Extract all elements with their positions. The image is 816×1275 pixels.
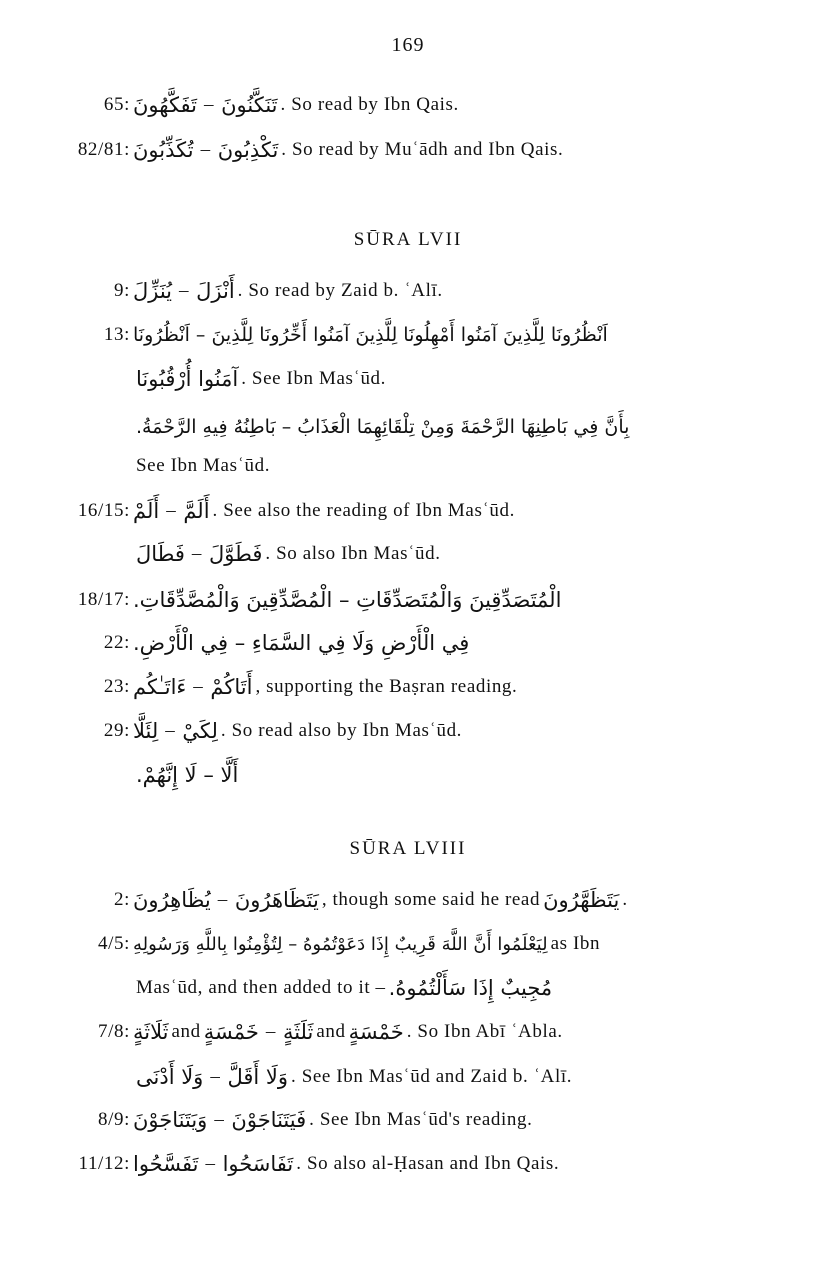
commentary: , though some said he read xyxy=(321,889,541,910)
arabic-text: تَفَكَّهُونَ xyxy=(133,93,198,117)
commentary: and xyxy=(316,1021,346,1042)
entry-58-7: 7/8: ثَلَاثَةٍ and خَمْسَةٍ – ثَلَثَةٍ and خَمْسَةٍ . So Ibn Abī ʿAbla. xyxy=(0,1015,563,1049)
arabic-text: فَيَتَنَاجَوْنَ xyxy=(231,1108,307,1132)
entry-58-4 xyxy=(0,927,600,961)
commentary: . So read by Ibn Qais. xyxy=(280,94,459,115)
arabic-text: تَنَكَّنُونَ xyxy=(221,93,278,117)
commentary: . So read by Muʿādh and Ibn Qais. xyxy=(281,139,564,160)
entry-57-23: 23: ءَاتَـٰكُم – أَتَاكُمْ , supporting the Baṣran reading. xyxy=(0,670,517,704)
commentary: See Ibn Masʿūd. xyxy=(136,455,271,476)
arabic-text: ثَلَثَةٍ xyxy=(282,1020,314,1044)
arabic-text: أَنْزَلَ xyxy=(196,279,235,303)
arabic-text: ءَاتَـٰكُم xyxy=(133,675,187,699)
entry-57-22 xyxy=(0,626,472,660)
arabic-text: أَلَّا – لَا إِنَّهُمْ. xyxy=(136,763,239,787)
arabic-text: فَطَوَّلَ xyxy=(209,542,263,566)
commentary: and xyxy=(171,1021,201,1042)
entry-57-13-line3 xyxy=(133,410,632,444)
arabic-text: تَكْذِبُونَ xyxy=(217,138,279,162)
entry-57-29: 29: لِئَلَّا – لِكَيْ . So read also by Ibn Masʿūd. xyxy=(0,714,462,748)
verse-number: 16/15: xyxy=(77,500,130,521)
arabic-text: لِكَيْ xyxy=(182,719,218,743)
arabic-text: خَمْسَةٍ xyxy=(203,1020,259,1044)
entry-58-8: 8/9: وَيَتَنَاجَوْنَ – فَيَتَنَاجَوْنَ . See Ibn Masʿūd's reading. xyxy=(0,1103,532,1137)
verse-number: 2: xyxy=(114,889,130,910)
arabic-text: أَلَمَّ xyxy=(183,499,210,523)
arabic-text: بِأَنَّ فِي بَاطِنِهَا الرَّحْمَةَ وَمِنْ تِلْقَائِهِمَا الْعَذَابُ – بَاطِنُهُ فِيهِ الرَّحْمَةُ. xyxy=(136,416,630,438)
entry-58-2: 2: يُظَاهِرُونَ – يَتَظَاهَرُونَ , though some said he read يَتَظَهَّرُونَ . xyxy=(0,883,628,917)
commentary: . So Ibn Abī ʿAbla. xyxy=(406,1021,563,1042)
entry-57-13-line2 xyxy=(133,362,386,396)
entry-58-4b xyxy=(136,971,555,1005)
arabic-text: تَفَاسَحُوا xyxy=(222,1152,294,1176)
entry-57-16b: فَطَالَ – فَطَوَّلَ . So also Ibn Masʿūd. xyxy=(136,542,441,566)
verse-number: 23: xyxy=(103,676,130,697)
arabic-text: خَمْسَةٍ xyxy=(348,1020,404,1044)
commentary: . See Ibn Masʿūd. xyxy=(241,368,386,389)
arabic-text: يُنَزِّلَ xyxy=(133,279,173,303)
entry-57-13 xyxy=(0,318,816,352)
page-number: 169 xyxy=(391,34,425,56)
entry-65: 65: تَفَكَّهُونَ – تَنَكَّنُونَ . So read by Ibn Qais. xyxy=(0,88,459,122)
verse-number: 29: xyxy=(103,720,130,741)
commentary: . See Ibn Masʿūd and Zaid b. ʿAlī. xyxy=(291,1066,573,1087)
entry-57-29b xyxy=(133,758,241,792)
arabic-text: يَتَظَهَّرُونَ xyxy=(543,888,620,912)
arabic-text: مُجِيبٌ إِذَا سَأَلْتُمُوهُ. xyxy=(388,976,553,1000)
arabic-text: تَفَسَّحُوا xyxy=(133,1152,199,1176)
commentary: . So also al-Ḥasan and Ibn Qais. xyxy=(296,1153,560,1174)
commentary: . So also Ibn Masʿūd. xyxy=(265,543,441,564)
commentary: . See also the reading of Ibn Masʿūd. xyxy=(212,500,515,521)
verse-number: 9: xyxy=(114,280,130,301)
arabic-text: وَيَتَنَاجَوْنَ xyxy=(133,1108,208,1132)
entry-58-7b: وَلَا أَدْنَى – وَلَا أَقَلَّ . See Ibn Masʿūd and Zaid b. ʿAlī. xyxy=(136,1065,573,1089)
commentary: , supporting the Baṣran reading. xyxy=(255,676,518,697)
entry-57-16: 16/15: أَلَمْ – أَلَمَّ . See also the reading of Ibn Masʿūd. xyxy=(0,494,515,528)
arabic-text: لِئَلَّا xyxy=(133,719,159,743)
verse-number: 11/12: xyxy=(78,1153,130,1174)
commentary: . So read also by Ibn Masʿūd. xyxy=(220,720,463,741)
arabic-text: أَتَاكُمْ xyxy=(210,675,253,699)
arabic-text: فَطَالَ xyxy=(136,542,185,566)
arabic-text: وَلَا أَقَلَّ xyxy=(227,1065,289,1089)
verse-number: 82/81: xyxy=(77,139,130,160)
verse-number: 18/17: xyxy=(77,589,130,610)
arabic-text: آمَنُوا أُرْقُبُونَا xyxy=(136,367,239,391)
commentary: Masʿūd, and then added to it – xyxy=(136,977,386,998)
entry-58-11: 11/12: تَفَسَّحُوا – تَفَاسَحُوا . So also al-Ḥasan and Ibn Qais. xyxy=(0,1147,559,1181)
verse-number: 8/9: xyxy=(98,1109,130,1130)
commentary: . xyxy=(622,889,628,910)
sura-heading: SŪRA LVIII xyxy=(349,838,467,859)
verse-number: 65: xyxy=(103,94,130,115)
sura-heading: SŪRA LVII xyxy=(353,229,463,250)
entry-82: 82/81: تُكَذِّبُونَ – تَكْذِبُونَ . So read by Muʿādh and Ibn Qais. xyxy=(0,133,563,167)
arabic-text: وَلَا أَدْنَى xyxy=(136,1065,204,1089)
arabic-text: تُكَذِّبُونَ xyxy=(133,138,194,162)
arabic-text: اَنْظُرُونَا لِلَّذِينَ آمَنُوا أَمْهِلُونَا لِلَّذِينَ آمَنُوا أَخِّرُونَا لِلَّذِينَ – اَنْظُرُونَا xyxy=(133,324,608,346)
arabic-text: ثَلَاثَةٍ xyxy=(133,1020,169,1044)
verse-number: 4/5: xyxy=(98,933,130,954)
commentary: . See Ibn Masʿūd's reading. xyxy=(309,1109,533,1130)
verse-number: 13: xyxy=(103,324,130,345)
verse-number: 7/8: xyxy=(98,1021,130,1042)
arabic-text: فِي الْأَرْضِ وَلَا فِي السَّمَاءِ – فِي الْأَرْضِ. xyxy=(133,631,470,655)
verse-number: 22: xyxy=(103,632,130,653)
arabic-text: الْمُتَصَدِّقِينَ وَالْمُتَصَدِّقَاتِ – الْمُصَّدِّقِينَ وَالْمُصَّدِّقَاتِ. xyxy=(133,588,562,612)
entry-57-13-line4 xyxy=(136,449,270,483)
entry-57-18 xyxy=(0,583,564,617)
arabic-text: يَتَظَاهَرُونَ xyxy=(234,888,319,912)
arabic-text: لِيَعْلَمُوا أَنَّ اللَّهَ قَرِيبٌ إِذَا دَعَوْتُمُوهُ – لِتُؤْمِنُوا بِاللَّهِ وَرَسُولِهِ xyxy=(133,933,548,955)
arabic-text: يُظَاهِرُونَ xyxy=(133,888,211,912)
commentary: . So read by Zaid b. ʿAlī. xyxy=(237,280,443,301)
entry-57-9: 9: يُنَزِّلَ – أَنْزَلَ . So read by Zaid b. ʿAlī. xyxy=(0,274,443,308)
arabic-text: أَلَمْ xyxy=(133,499,160,523)
commentary: as Ibn xyxy=(550,933,601,954)
